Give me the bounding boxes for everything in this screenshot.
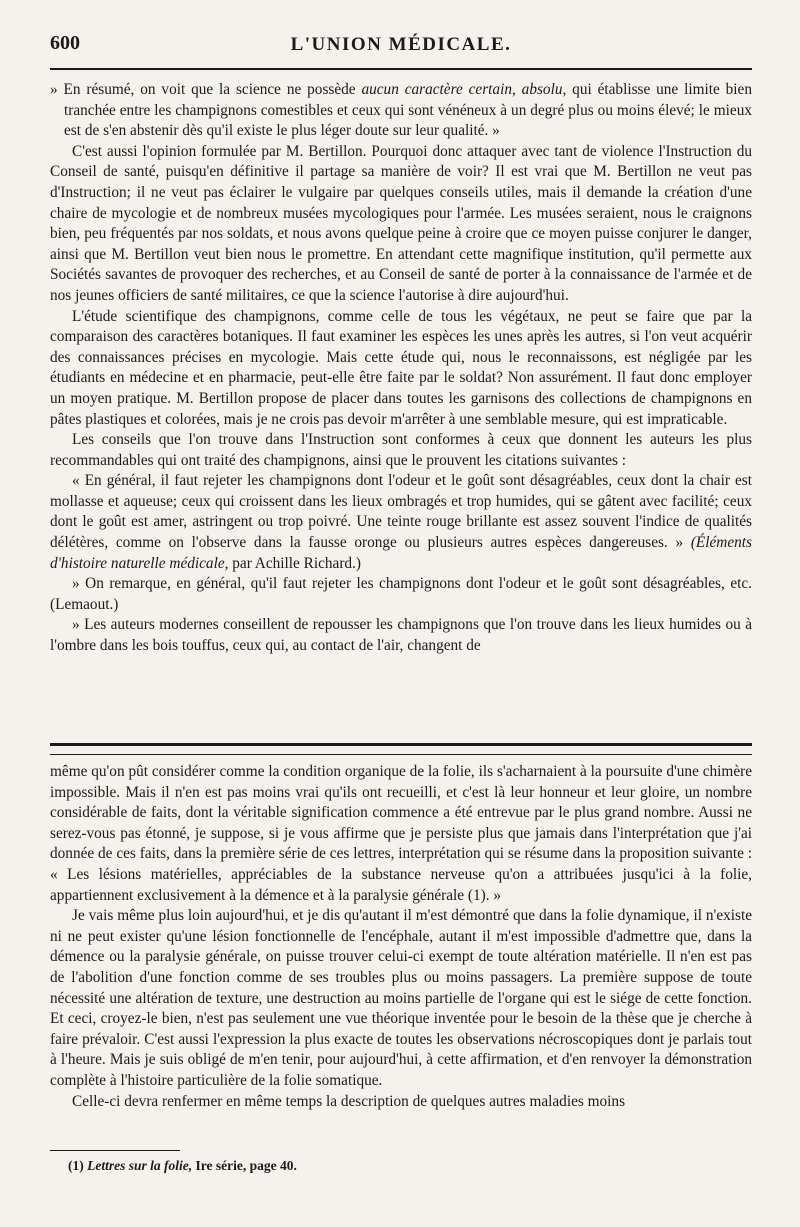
paragraph-quote-richard (50, 471, 752, 574)
text-run: par Achille Richard.) (228, 554, 361, 572)
header-rule (50, 68, 752, 70)
section-separator (50, 743, 752, 755)
text-run: qui établisse une limite bien tranchée entre les champignons comestibles et ceux qui sont vénéneux à un degré plus ou moins élevé; le mieux est de s'en abstenir dès qu'il existe le plus léger doute sur leur qualité. » (64, 81, 752, 140)
paragraph-etude: L'étude scientifique des champignons, comme celle de tous les végétaux, ne peut se faire que par la comparaison des caractères botaniques. Il faut examiner les espèces les unes après les autres, si l'on veut acquérir des connaissances précises en mycologie. Mais cette étude qui, nous le reconnaissons, est négligée par les étudiants en médecine et en pharmacie, peut-elle être faite par le soldat? Non assurément. Il faut donc employer un moyen pratique. M. Bertillon propose de placer dans toutes les garnisons des collections de champignons en pâtes plastiques et colorées, mais je ne crois pas devoir m'arrêter à une semblable mesure, qui est impraticable. (50, 307, 752, 428)
paragraph-folie-dynamique: Je vais même plus loin aujourd'hui, et je dis qu'autant il m'est démontré que dans la folie dynamique, il n'existe ni ne peut exister qu'une lésion fonctionnelle de l'encéphale, autant il m'est impossible d'admettre que, dans la démence ou la paralysie générale, on puisse trouver celui-ci exempt de toute altération matérielle. Il n'en est pas de l'abolition d'une fonction comme de ses troubles plus ou moins passagers. La première suppose de toute nécessité une altération de texture, une destruction au moins partielle de l'organe qui est le siége de cette fonction. Et ceci, croyez-le bien, n'est pas seulement une vue théorique inventée pour le besoin de la thèse que je cherche à faire prévaloir. C'est aussi l'expression la plus exacte de toutes les observations nécroscopiques dont je parlais tout à l'heure. Mais je suis obligé de m'en tenir, pour aujourd'hui, à cette affirmation, et d'en renvoyer la démonstration complète à l'histoire particulière de la folie somatique. (50, 907, 752, 1089)
paragraph-chimere: même qu'on pût considérer comme la condition organique de la folie, ils s'acharnaient à la poursuite d'une chimère impossible. Mais il n'en est pas moins vrai qu'ils ont recueilli, et c'est là leur honneur et leur gloire, un nombre considérable de faits, dont la véritable signification commence a été entrevue par le plus grand nombre. Aussi ne serez-vous pas étonné, je suppose, si je vous affirme que je persiste plus que jamais dans l'interprétation que j'ai donnée de ces faits, dans la première série de ces lettres, interprétation qui se résume dans la proposition suivante : « Les lésions matérielles, appréciables de la substance nerveuse qu'on a attribuées jusqu'ici à la folie, appartiennent exclusivement à la démence et à la paralysie générale (1). » (50, 763, 752, 904)
paragraph-bertillon: C'est aussi l'opinion formulée par M. Bertillon. Pourquoi donc attaquer avec tant de violence l'Instruction du Conseil de santé, puisqu'en définitive il partage sa manière de voir? Il est vrai que M. Bertillon ne veut pas d'Instruction; il ne veut pas éclairer le vulgaire par quelques conseils utiles, mais il demande la création d'une chaire de mycologie et de nombreux musées mycologiques pour l'armée. Les musées seraient, nous le craignons bien, peu fréquentés par nos soldats, et nous avons quelque peine à croire que ce moyen puisse conjurer le danger, ainsi que M. Bertillon veut bien nous le promettre. En attendant cette magnifique institution, qu'il permette aux Sociétés savantes de provoquer des recherches, et au Conseil de santé de porter à la connaissance de l'armée et de nos jeunes officiers de santé militaires, ce que la science l'autorise à dire aujourd'hui. (50, 142, 752, 304)
footnote (68, 1158, 752, 1174)
text-run: « En général, il faut rejeter les champignons dont l'odeur et le goût sont désagréables, ceux dont la chair est mollasse et aqueuse; ceux qui croissent dans les lieux ombragés et trop humides, qui se gâtent avec facilité; ceux dont le goût est amer, astringent ou trop poivré. Une teinte rouge brillante est assez souvent l'indice de qualités délétères, comme on l'observe dans la fausse oronge ou plusieurs autres espèces dangereuses. » (50, 472, 752, 552)
paragraph-conseils: Les conseils que l'on trouve dans l'Instruction sont conformes à ceux que donnent les auteurs les plus recommandables qui ont traité des champignons, ainsi que le prouvent les citations suivantes : (50, 431, 752, 469)
paragraph-quote-modernes: » Les auteurs modernes conseillent de repousser les champignons que l'on trouve dans les lieux humides ou à l'ombre dans les bois touffus, ceux qui, au contact de l'air, changent de (50, 616, 752, 655)
paragraph-quote-summary (50, 80, 752, 142)
footnote-rule (50, 1150, 180, 1151)
text-run: » En résumé, on voit que la science ne possède (50, 81, 362, 98)
footnote-text: Ire série, page 40. (192, 1158, 297, 1173)
paragraph-celle-ci: Celle-ci devra renfermer en même temps la description de quelques autres maladies moins (72, 1092, 626, 1110)
running-title: L'UNION MÉDICALE. (290, 34, 512, 55)
footnote-title: Lettres sur la folie, (87, 1158, 193, 1173)
page-number: 600 (50, 32, 80, 54)
italic-run: aucun caractère certain, absolu, (361, 81, 567, 98)
page-header (50, 32, 752, 62)
paragraph-quote-lemaout: » On remarque, en général, qu'il faut rejeter les champignons dont l'odeur et le goût sont désagréables, etc. (Lemaout.) (50, 575, 752, 613)
feuilleton (50, 762, 752, 1112)
upper-article (50, 80, 752, 657)
italic-run: (Éléments d'histoire naturelle médicale, (50, 534, 752, 572)
footnote-marker: (1) (68, 1158, 88, 1173)
